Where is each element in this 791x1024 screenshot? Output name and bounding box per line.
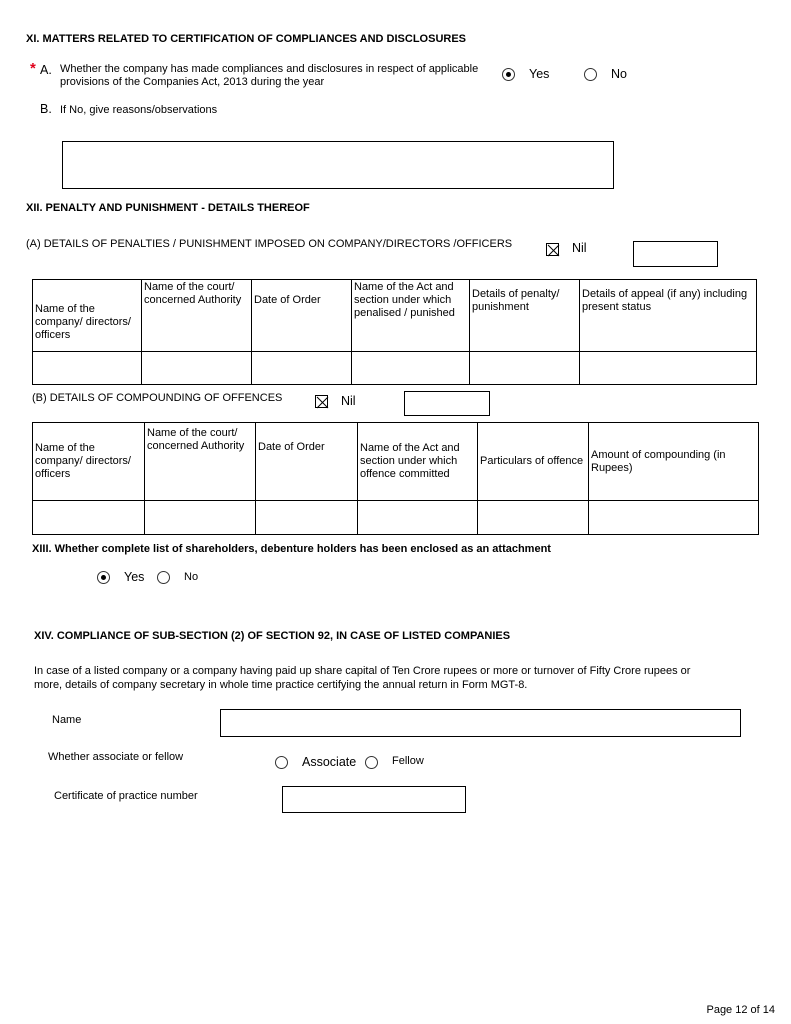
penalties-count-field[interactable]: [633, 241, 718, 267]
associate-radio[interactable]: [275, 756, 288, 769]
compliance-no-label: No: [611, 67, 627, 81]
shareholders-yes-label: Yes: [124, 570, 145, 584]
section-13-heading: XIII. Whether complete list of shareholders, debenture holders has been enclosed as an attachment: [32, 543, 551, 555]
compounding-header-name: Name of the company/ directors/ officers: [33, 423, 145, 501]
penalties-nil-label: Nil: [572, 241, 587, 255]
compounding-row: [33, 501, 759, 535]
penalties-header-name: Name of the company/ directors/ officers: [33, 280, 142, 352]
compounding-header-particulars: Particulars of offence: [478, 423, 589, 501]
compliance-yes-label: Yes: [529, 67, 550, 81]
section-11-heading: XI. MATTERS RELATED TO CERTIFICATION OF COMPLIANCES AND DISCLOSURES: [26, 33, 467, 45]
penalties-nil-checkbox[interactable]: [546, 243, 559, 256]
cs-name-label: Name: [52, 714, 82, 726]
penalties-header-court: Name of the court/ concerned Authority: [142, 280, 252, 352]
compounding-cell[interactable]: [589, 501, 759, 535]
compounding-cell[interactable]: [33, 501, 145, 535]
compliance-no-radio[interactable]: [584, 68, 597, 81]
penalties-cell[interactable]: [352, 352, 470, 385]
assoc-fellow-label: Whether associate or fellow: [48, 751, 184, 763]
item-a-letter: A.: [40, 63, 52, 77]
penalties-header-appeal: Details of appeal (if any) including present status: [580, 280, 757, 352]
section-14-paragraph: In case of a listed company or a company having paid up share capital of Ten Crore rupees or more or turnover of Fifty Crore rupees or more, details of company secretary in whole time practice certifying the annual return in Form MGT-8.: [34, 665, 691, 691]
compounding-cell[interactable]: [358, 501, 478, 535]
penalties-table: [32, 279, 757, 385]
compounding-cell[interactable]: [256, 501, 358, 535]
reasons-textarea[interactable]: [62, 141, 614, 189]
compounding-header-act: Name of the Act and section under which offence committed: [358, 423, 478, 501]
penalties-header-details: Details of penalty/ punishment: [470, 280, 580, 352]
compounding-header-court: Name of the court/ concerned Authority: [145, 423, 256, 501]
penalties-cell[interactable]: [33, 352, 142, 385]
penalties-cell[interactable]: [142, 352, 252, 385]
compounding-cell[interactable]: [478, 501, 589, 535]
cop-number-field[interactable]: [282, 786, 466, 813]
compounding-nil-checkbox[interactable]: [315, 395, 328, 408]
required-marker: *: [30, 60, 36, 77]
penalties-row: [33, 352, 757, 385]
penalties-cell[interactable]: [252, 352, 352, 385]
associate-label: Associate: [302, 755, 357, 769]
page-number: Page 12 of 14: [706, 1004, 775, 1016]
penalties-cell[interactable]: [580, 352, 757, 385]
cs-name-field[interactable]: [220, 709, 741, 737]
penalties-cell[interactable]: [470, 352, 580, 385]
cop-number-label: Certificate of practice number: [54, 790, 198, 802]
compliance-yes-radio[interactable]: [502, 68, 515, 81]
penalties-header-act: Name of the Act and section under which penalised / punished: [352, 280, 470, 352]
checkbox-x-icon: [316, 396, 329, 409]
penalties-title: (A) DETAILS OF PENALTIES / PUNISHMENT IMPOSED ON COMPANY/DIRECTORS /OFFICERS: [26, 238, 513, 250]
shareholders-no-label: No: [184, 571, 199, 583]
section-12-heading: XII. PENALTY AND PUNISHMENT - DETAILS THEREOF: [26, 202, 310, 214]
compounding-title: (B) DETAILS OF COMPOUNDING OF OFFENCES: [32, 392, 283, 404]
compounding-header-date: Date of Order: [256, 423, 358, 501]
compounding-cell[interactable]: [145, 501, 256, 535]
section-14-heading: XIV. COMPLIANCE OF SUB-SECTION (2) OF SECTION 92, IN CASE OF LISTED COMPANIES: [34, 630, 511, 642]
item-a-question: Whether the company has made compliances and disclosures in respect of applicable provisions of the Companies Act, 2013 during the year: [60, 63, 479, 88]
shareholders-no-radio[interactable]: [157, 571, 170, 584]
compounding-header-amount: Amount of compounding (in Rupees): [589, 423, 759, 501]
item-b-question: If No, give reasons/observations: [60, 104, 218, 116]
fellow-label: Fellow: [392, 755, 424, 767]
compounding-count-field[interactable]: [404, 391, 490, 416]
penalties-header-date: Date of Order: [252, 280, 352, 352]
compounding-nil-label: Nil: [341, 394, 356, 408]
fellow-radio[interactable]: [365, 756, 378, 769]
item-b-letter: B.: [40, 102, 52, 116]
checkbox-x-icon: [547, 244, 560, 257]
compounding-table: [32, 422, 759, 535]
shareholders-yes-radio[interactable]: [97, 571, 110, 584]
